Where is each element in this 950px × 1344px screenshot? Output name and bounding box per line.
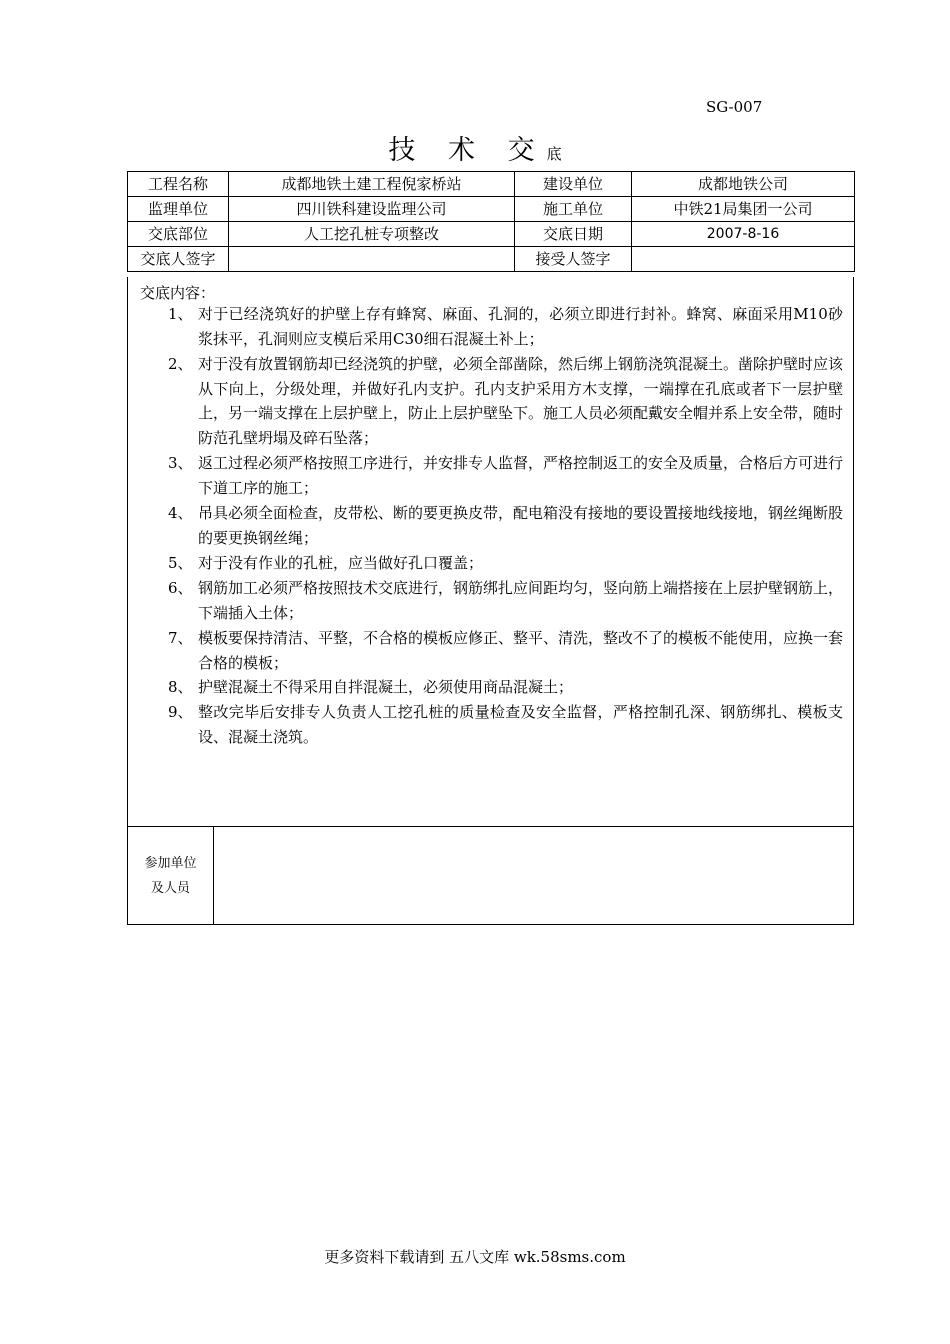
item-text: 返工过程必须严格按照工序进行，并安排专人监督，严格控制返工的安全及质量，合格后方可进行下道工序的施工；	[198, 454, 844, 497]
date-label: 交底日期	[515, 222, 632, 247]
supervisor-value: 四川铁科建设监理公司	[229, 197, 515, 222]
item-text: 整改完毕后安排专人负责人工挖孔桩的质量检查及安全监督，严格控制孔深、钢筋绑扎、模板支设、混凝土浇筑。	[198, 703, 843, 746]
content-label: 交底内容：	[140, 284, 216, 302]
participants-label	[128, 827, 214, 924]
contractor-label: 施工单位	[515, 197, 632, 222]
giver-sign-field	[229, 247, 515, 272]
table-row	[128, 197, 855, 222]
item-number: 2、	[168, 355, 193, 373]
receiver-sign-label: 接受人签字	[515, 247, 632, 272]
project-name-value: 成都地铁土建工程倪家桥站	[229, 172, 515, 197]
table-row	[128, 172, 855, 197]
part-label: 交底部位	[128, 222, 229, 247]
item-number: 9、	[168, 703, 193, 721]
item-text: 对于没有放置钢筋却已经浇筑的护壁，必须全部凿除，然后绑上钢筋浇筑混凝土。凿除护壁时应该从下向上，分级处理，并做好孔内支护。孔内支护采用方木支撑，一端撑在孔底或者下一层护壁上，另一端支撑在上层护壁上，防止上层护壁坠下。施工人员必须配戴安全帽并系上安全带，随时防范孔壁坍塌及碎石坠落；	[198, 355, 844, 448]
item-text: 对于没有作业的孔桩，应当做好孔口覆盖；	[198, 554, 484, 572]
item-text: 钢筋加工必须严格按照技术交底进行，钢筋绑扎应间距均匀，竖向筋上端搭接在上层护壁钢筋上，下端插入土体；	[198, 579, 844, 622]
content-section	[127, 277, 854, 827]
info-table	[127, 171, 855, 272]
footer-text: 更多资料下载请到 五八文库 wk.58sms.com	[324, 1248, 626, 1266]
owner-value: 成都地铁公司	[632, 172, 855, 197]
item-text: 吊具必须全面检查，皮带松、断的要更换皮带，配电箱没有接地的要设置接地线接地，钢丝绳断股的要更换钢丝绳；	[198, 504, 844, 547]
part-value: 人工挖孔桩专项整改	[229, 222, 515, 247]
owner-label: 建设单位	[515, 172, 632, 197]
document-title	[0, 128, 950, 167]
table-row	[128, 222, 855, 247]
participants-label-line2: 及人员	[150, 880, 190, 896]
item-number: 6、	[168, 579, 193, 597]
table-row	[128, 247, 855, 272]
giver-sign-label: 交底人签字	[128, 247, 229, 272]
project-name-label: 工程名称	[128, 172, 229, 197]
participants-section	[127, 826, 854, 925]
item-number: 7、	[168, 629, 193, 647]
supervisor-label: 监理单位	[128, 197, 229, 222]
contractor-value: 中铁21局集团一公司	[632, 197, 855, 222]
item-number: 1、	[168, 305, 193, 323]
item-text: 护壁混凝土不得采用自拌混凝土，必须使用商品混凝土；	[198, 678, 574, 696]
receiver-sign-field	[632, 247, 855, 272]
participants-label-line1: 参加单位	[144, 855, 197, 871]
item-number: 8、	[168, 678, 193, 696]
document-code: SG-007	[706, 98, 763, 116]
title-main: 技 术 交	[388, 135, 547, 166]
item-number: 3、	[168, 454, 193, 472]
item-text: 对于已经浇筑好的护壁上存有蜂窝、麻面、孔洞的，必须立即进行封补。蜂窝、麻面采用M10砂浆抹平，孔洞则应支模后采用C30细石混凝土补上；	[198, 305, 843, 348]
date-value: 2007-8-16	[632, 222, 855, 247]
title-suffix: 底	[546, 145, 562, 163]
item-number: 4、	[168, 504, 193, 522]
item-number: 5、	[168, 554, 193, 572]
item-text: 模板要保持清洁、平整，不合格的模板应修正、整平、清洗，整改不了的模板不能使用，应换一套合格的模板；	[198, 629, 844, 672]
